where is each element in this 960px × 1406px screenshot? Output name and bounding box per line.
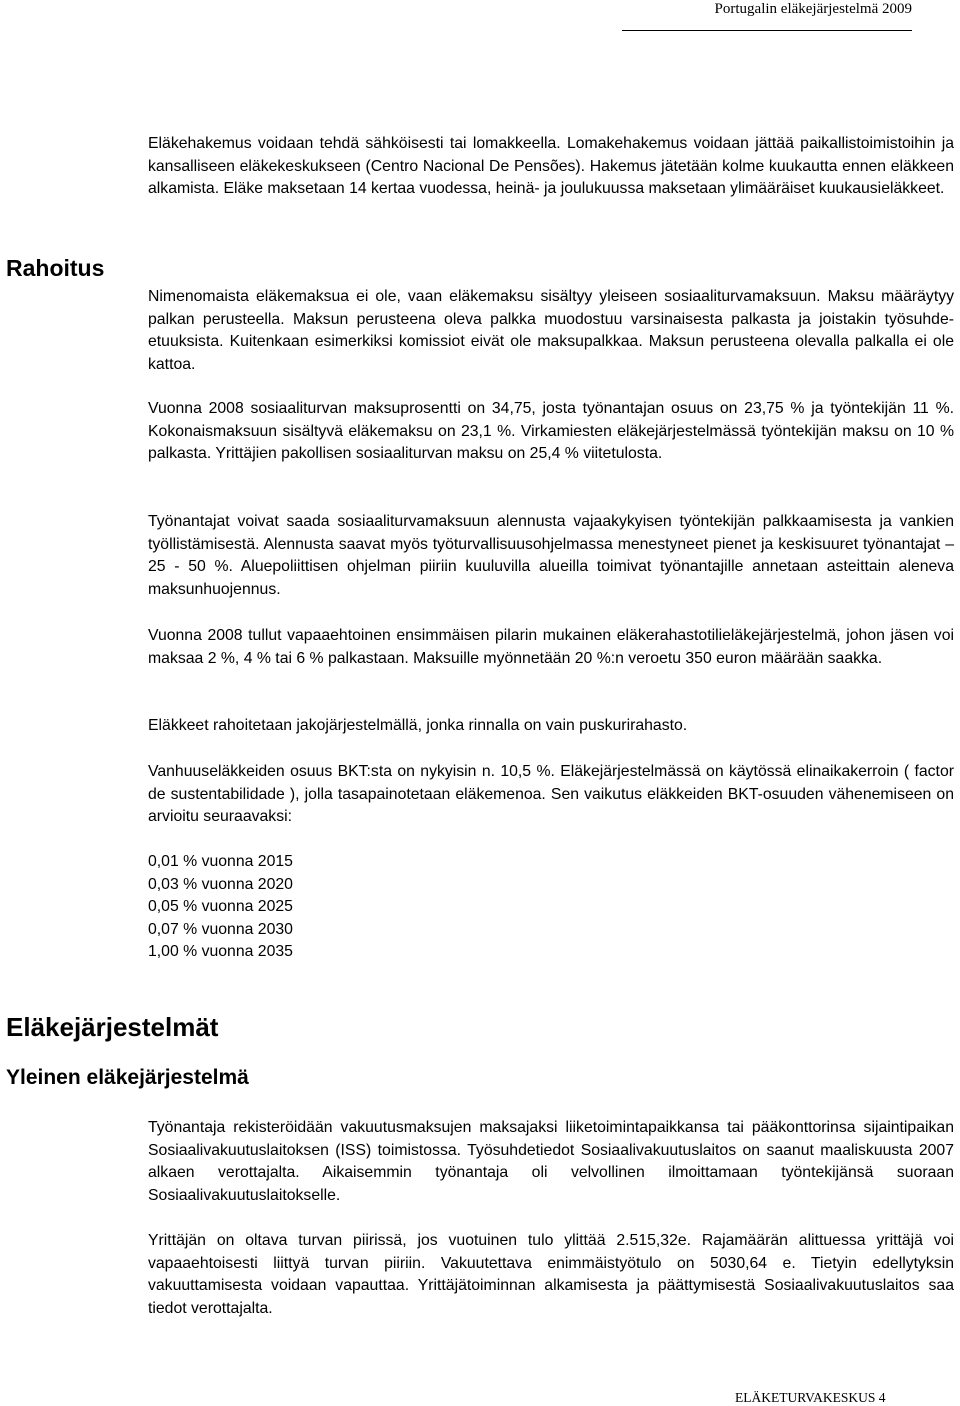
list-item: 0,01 % vuonna 2015: [148, 853, 293, 870]
rahoitus-paragraph-4: Vuonna 2008 tullut vapaaehtoinen ensimmäisen pilarin mukainen eläkerahastotilieläkejärjestelmä, johon jäsen voi maksaa 2 %, 4 % tai 6 % palkastaan. Maksuille myönnetään 20 %:n veroetu 350 euron määrään saakka.: [148, 627, 954, 667]
rahoitus-paragraph-2: Vuonna 2008 sosiaaliturvan maksuprosentti on 34,75, josta työnantajan osuus on 23,75 % ja työntekijän 11 %. Kokonaismaksuun sisältyvä eläkemaksu on 23,1 %. Virkamiesten eläkejärjestelmässä työntekijän maksu on 10 % palkasta. Yrittäjien pakollisen sosiaaliturvan maksu on 25,4 % viitetulosta.: [148, 400, 954, 462]
section-heading-elakejarjestelmat: Eläkejärjestelmät: [6, 1012, 219, 1042]
intro-paragraph: Eläkehakemus voidaan tehdä sähköisesti tai lomakkeella. Lomakehakemus voidaan jättää paikallistoimistoihin ja kansalliseen eläkekeskukseen (Centro Nacional De Pensões). Hakemus jätetään kolme kuukautta ennen eläkkeen alkamista. Eläke maksetaan 14 kertaa vuodessa, heinä- ja joulukuussa maksetaan ylimääräiset kuukausieläkkeet.: [148, 135, 954, 197]
elakejarjestelmat-paragraph-2: Yrittäjän on oltava turvan piirissä, jos vuotuinen tulo ylittää 2.515,32e. Rajamäärän alittuessa yrittäjä voi vapaaehtoisesti liittyä turvan piiriin. Vakuutettava enimmäistyötulo on 5030,64 e. Tietyin edellytyksin vakuuttamisesta voidaan vapauttaa. Yrittäjätoiminnan alkamisesta ja päättymisestä Sosiaalivakuutuslaitos saa tiedot verottajalta.: [148, 1232, 954, 1317]
list-item: 0,03 % vuonna 2020: [148, 875, 293, 893]
section-heading-rahoitus: Rahoitus: [6, 255, 105, 281]
rahoitus-paragraph-3: Työnantajat voivat saada sosiaaliturvamaksuun alennusta vajaakykyisen työntekijän palkkaamisesta ja vankien työllistämisestä. Alennusta saavat myös työturvallisuusohjelmassa menestyneet pienet ja keskisuuret työnantajat – 25 - 50 %. Aluepoliittisen ohjelman piiriin kuuluvilla alueilla toimivat työnantajille annetaan asteittain aleneva maksunhuojennus.: [148, 513, 954, 598]
rahoitus-paragraph-1: Nimenomaista eläkemaksua ei ole, vaan eläkemaksu sisältyy yleiseen sosiaaliturvamaksuun. Maksu määräytyy palkan perusteella. Maksun perusteena oleva palkka muodostuu varsinaisesta palkasta ja joistakin työsuhde-etuuksista. Kuitenkaan esimerkiksi komissiot eivät ole maksupalkkaa. Maksun perusteena olevalla palkalla ei ole kattoa.: [148, 288, 954, 373]
subheading-yleinen-elakejarjestelma: Yleinen eläkejärjestelmä: [6, 1066, 249, 1089]
elakejarjestelmat-paragraph-1: Työnantaja rekisteröidään vakuutusmaksujen maksajaksi liiketoimintapaikkansa tai pääkonttorinsa sijaintipaikan Sosiaalivakuutuslaitoksen (ISS) toimistossa. Työsuhdetiedot Sosiaalivakuutuslaitos on saanut maaliskuusta 2007 alkaen verottajalta. Aikaisemmin työnantaja oli velvollinen ilmoittamaan työntekijänsä suoraan Sosiaalivakuutuslaitokselle.: [148, 1119, 954, 1204]
gdp-forecast-list: [148, 851, 293, 964]
page-footer: ELÄKETURVAKESKUS 4: [735, 1390, 886, 1405]
rahoitus-paragraph-6: Vanhuuseläkkeiden osuus BKT:sta on nykyisin n. 10,5 %. Eläkejärjestelmässä on käytössä elinaikakerroin ( factor de sustentabilidade ), jolla tasapainotetaan eläkemenoa. Sen vaikutus eläkkeiden BKT-osuuden vähenemiseen on arvioitu seuraavaksi:: [148, 763, 954, 825]
list-item: 0,05 % vuonna 2025: [148, 898, 293, 915]
running-header: Portugalin eläkejärjestelmä 2009: [622, 0, 912, 31]
list-item: 1,00 % vuonna 2035: [148, 943, 293, 960]
list-item: 0,07 % vuonna 2030: [148, 920, 293, 938]
rahoitus-paragraph-5: Eläkkeet rahoitetaan jakojärjestelmällä, jonka rinnalla on vain puskurirahasto.: [148, 717, 688, 734]
